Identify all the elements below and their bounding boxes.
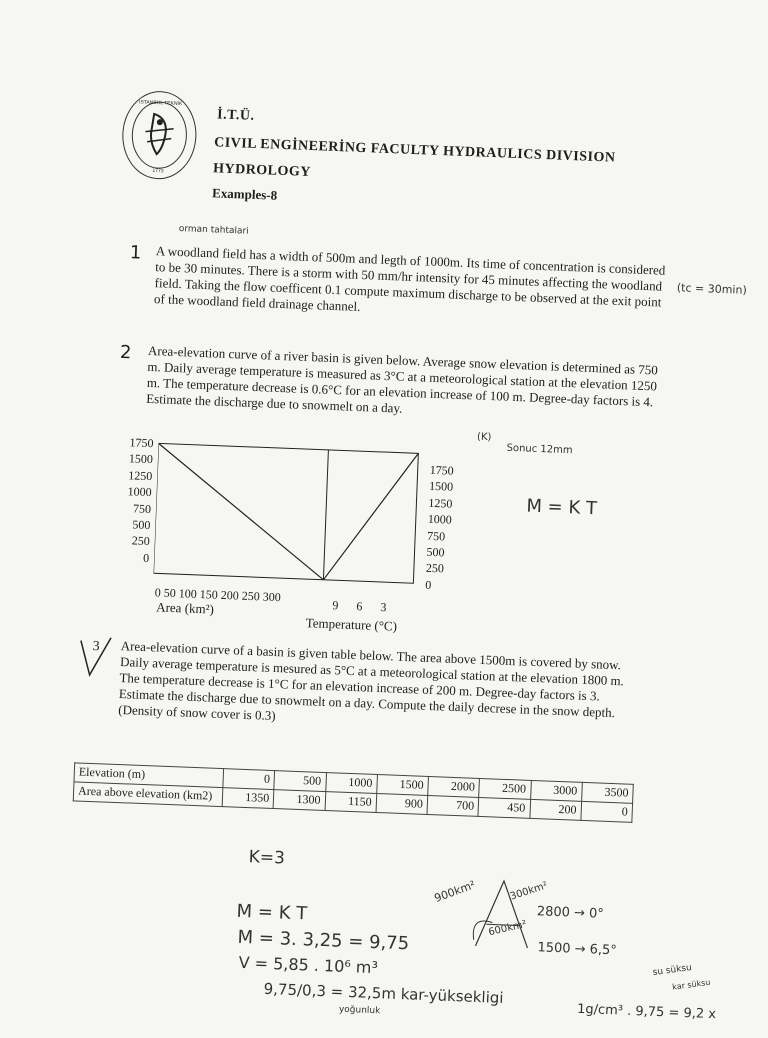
elevation-cell: 2500 (479, 778, 531, 799)
q3-text: Area-elevation curve of a basin is given table below. The area above 1500m is covered by snow. Daily average temperature is mesured as 5°C at a meteorological station at the elevation 1800 m. The temperature decrease is 1°C for an elevation increase of 200 m. Degree-day factors is 3. Estimate the discharge due to snowmelt on a day. Compute the daily decrese in the snow depth. (Density of snow cover is 0.3) (118, 638, 625, 724)
q3-number: 3 (92, 638, 100, 655)
q1-side-note: (tc = 30min) (676, 281, 748, 297)
y-tick-label: 1250 (428, 495, 453, 511)
elevation-row-label: Elevation (m) (74, 763, 224, 788)
area-cell: 450 (478, 797, 530, 818)
svg-text:İSTANBUL TEKNİK: İSTANBUL TEKNİK (138, 99, 183, 108)
x-tick-label: 6 (356, 599, 363, 614)
q2-text: Area-elevation curve of a river basin is given below. Average snow elevation is determined as 750 m. Daily average temperature is measured as 3°C at a meteorological station at the elevation 1250 m. The temperature decrease is 0.6°C for an elevation increase of 100 m. Degree-day factors is 4. Estimate the discharge due to snowmelt on a day. (145, 342, 659, 416)
y-tick-label: 0 (142, 550, 150, 565)
x-tick-label: 0 (154, 585, 162, 600)
x-tick-label: 150 (199, 587, 219, 602)
handwritten-depth-note: yoğunluk (338, 1004, 381, 1017)
handwritten-density-calc: 1g/cm³ . 9,75 = 9,2 x (576, 1001, 717, 1023)
y-tick-label: 500 (426, 544, 445, 560)
q1-handwritten-note: orman tahtalari (178, 223, 249, 237)
elevation-cell: 1000 (325, 773, 377, 794)
x-tick-label: 9 (332, 598, 339, 613)
handwritten-note-water: su süksu (652, 962, 693, 979)
y-tick-label: 750 (426, 528, 446, 544)
x-tick-label: 50 (163, 585, 177, 601)
y-tick-label: 1250 (128, 468, 153, 483)
x-tick-label: 100 (178, 586, 198, 601)
temperature-x-ticks (332, 598, 405, 616)
y-tick-label: 1750 (129, 435, 154, 451)
handwritten-diagram-area1: 900km² (432, 878, 477, 905)
area-cell: 0 (581, 801, 633, 822)
area-cell: 700 (427, 795, 479, 816)
q2-result-note: Sonuc 12mm (506, 442, 573, 457)
seal-emblem-icon (122, 91, 197, 180)
elevation-cell: 2000 (428, 776, 480, 797)
handwritten-k: K=3 (248, 847, 286, 869)
handwritten-volume: V = 5,85 . 10⁶ m³ (238, 952, 379, 978)
elevation-cell: 3000 (530, 780, 582, 801)
elevation-cell: 0 (223, 769, 275, 790)
y-tick-label: 750 (132, 501, 152, 516)
y-tick-label: 250 (131, 533, 151, 549)
area-cell: 1300 (273, 790, 325, 811)
university-seal-logo (121, 90, 198, 181)
handwritten-note-snow: kar süksu (671, 977, 711, 992)
q2-formula-note: M = K T (525, 495, 598, 520)
area-elevation-line (154, 443, 329, 579)
course-title: HYDROLOGY (212, 161, 312, 181)
handwritten-diagram-area3: 600km² (487, 918, 528, 939)
elevation-cell: 3500 (581, 782, 633, 803)
y-tick-label: 1750 (429, 462, 454, 478)
q2-number: 2 (119, 341, 132, 364)
x-tick-label: 3 (380, 600, 387, 615)
sheet-title: Examples-8 (211, 185, 278, 203)
y-tick-label: 1000 (127, 484, 152, 500)
x-tick-label: 200 (220, 587, 240, 603)
area-cell: 1150 (325, 792, 377, 813)
chart-frame (154, 443, 419, 583)
area-cell: 900 (376, 793, 428, 814)
elevation-cell: 1500 (377, 775, 429, 796)
handwritten-m-formula: M = K T (236, 900, 308, 925)
y-tick-label: 0 (425, 577, 432, 592)
q1-text: A woodland field has a width of 500m and legth of 1000m. Its time of concentration is considered to be 30 minutes. There is a storm with 50 mm/hr intensity for 45 minutes affecting the woodland field. Taking the flow coefficent 0.1 compute maximum discharge to be observed at the exit point of the woodland field drainage channel. (153, 243, 666, 315)
temperature-elevation-line (323, 450, 418, 583)
area-x-axis-label: Area (km²) (155, 599, 215, 617)
institution-title: İ.T.Ü. (216, 107, 255, 124)
handwritten-m-value: M = 3. 3,25 = 9,75 (237, 926, 410, 955)
y-tick-label: 1500 (128, 451, 154, 467)
handwritten-diagram-area2: 300km² (508, 880, 550, 903)
q2-k-note: (K) (476, 431, 492, 444)
area-elevation-table (73, 762, 634, 822)
chart-divider (323, 450, 328, 580)
y-tick-label: 250 (425, 561, 445, 576)
y-tick-label: 1500 (428, 479, 454, 495)
y-tick-label: 500 (132, 517, 151, 533)
q1-number: 1 (129, 242, 142, 264)
area-cell: 200 (529, 799, 581, 820)
faculty-title: CIVIL ENGİNEERİNG FACULTY HYDRAULICS DIVISION (213, 135, 616, 166)
elevation-cell: 500 (274, 771, 326, 792)
area-row-label: Area above elevation (km2) (73, 782, 223, 807)
handwritten-depth: 9,75/0,3 = 32,5m kar-yüksekligi (263, 979, 504, 1008)
handwritten-elev-temp1: 2800 → 0° (536, 904, 605, 922)
area-elevation-chart (153, 439, 420, 593)
svg-text:1773: 1773 (152, 167, 164, 175)
area-cell: 1350 (222, 788, 274, 809)
y-tick-label: 1000 (427, 511, 453, 527)
x-tick-label: 250 (241, 588, 261, 604)
x-tick-label: 300 (262, 589, 281, 605)
handwritten-elev-temp2: 1500 → 6,5° (537, 940, 618, 959)
left-y-axis-ticks (104, 433, 154, 566)
temperature-x-axis-label: Temperature (°C) (305, 615, 398, 634)
right-y-axis-ticks (425, 462, 470, 595)
